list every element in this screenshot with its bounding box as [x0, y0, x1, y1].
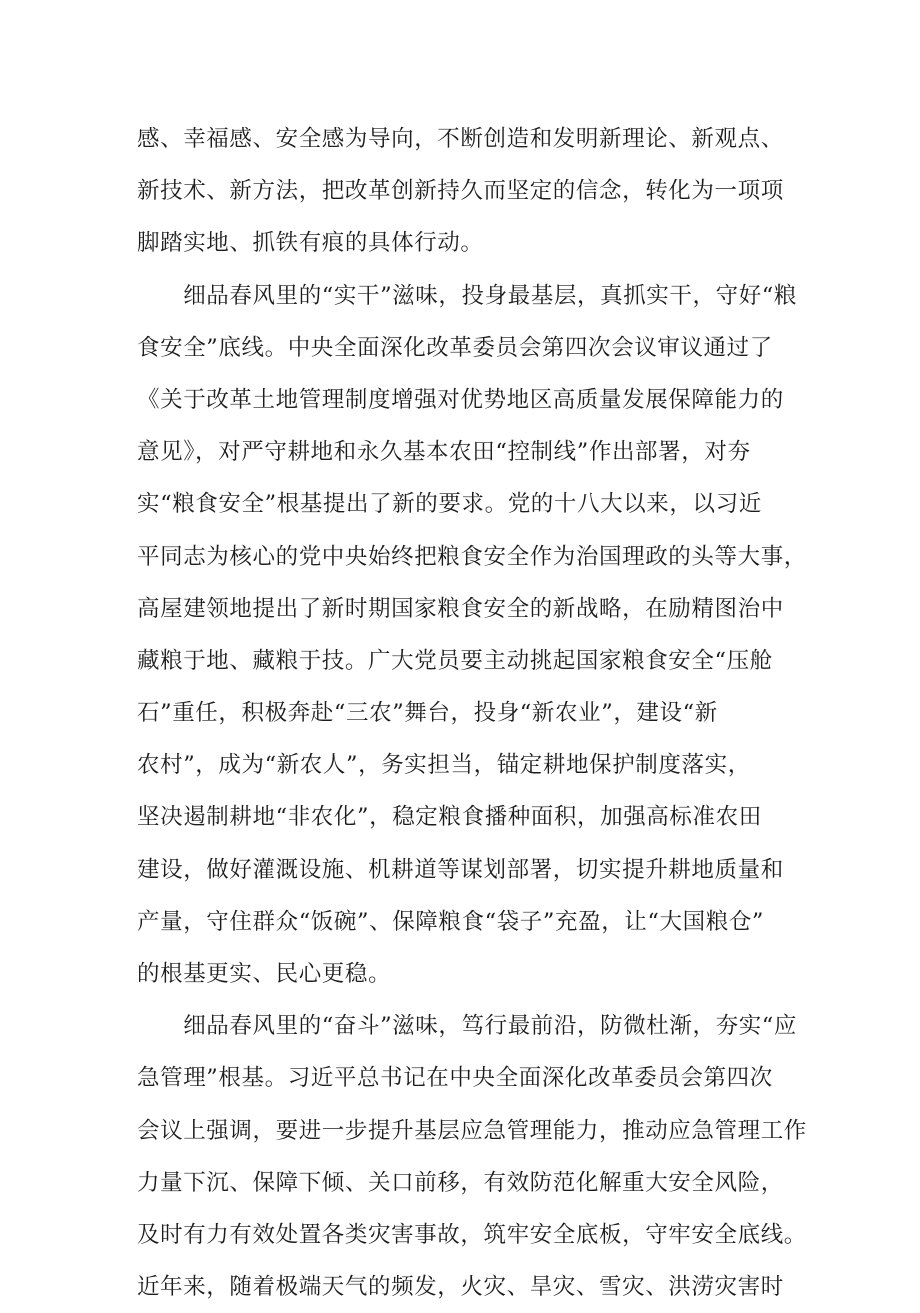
- paragraph-p2: [137, 270, 817, 1001]
- text-line: 的根基更实、民心更稳。: [137, 961, 392, 987]
- text-line: 产量，守住群众“饭碗”、保障粮食“袋子”充盈，让“大国粮仓”: [137, 908, 765, 935]
- body-text: [137, 113, 817, 1313]
- text-line: 食安全”底线。中央全面深化改革委员会第四次会议审议通过了: [137, 334, 773, 361]
- text-line: 石”重任，积极奔赴“三农”舞台，投身“新农业”，建设“新: [137, 700, 718, 727]
- text-line: 藏粮于地、藏粮于技。广大党员要主动挑起国家粮食安全“压舱: [137, 647, 773, 674]
- paragraph-p1: [137, 113, 817, 270]
- text-line: 脚踏实地、抓铁有痕的具体行动。: [137, 230, 484, 257]
- text-line: 急管理”根基。习近平总书记在中央全面深化改革委员会第四次: [137, 1065, 773, 1092]
- paragraph-p3: [137, 1000, 817, 1313]
- text-line: 及时有力有效处置各类灾害事故，筑牢安全底板，守牢安全底线。: [137, 1221, 807, 1248]
- text-line: 高屋建领地提出了新时期国家粮食安全的新战略，在励精图治中: [137, 595, 784, 622]
- text-line: 《关于改革土地管理制度增强对优势地区高质量发展保障能力的: [137, 386, 784, 413]
- text-line: 细品春风里的“奋斗”滋味，笃行最前沿，防微杜渐，夯实“应: [137, 1013, 798, 1040]
- text-line: 感、幸福感、安全感为导向，不断创造和发明新理论、新观点、: [137, 126, 784, 152]
- text-line: 细品春风里的“实干”滋味，投身最基层，真抓实干，守好“粮: [137, 282, 798, 309]
- text-line: 坚决遏制耕地“非农化”，稳定粮食播种面积，加强高标准农田: [137, 804, 762, 831]
- text-line: 意见》，对严守耕地和永久基本农田“控制线”作出部署，对夯: [137, 439, 751, 466]
- text-line: 新技术、新方法，把改革创新持久而坚定的信念，转化为一项项: [137, 178, 784, 205]
- text-line: 会议上强调，要进一步提升基层应急管理能力，推动应急管理工作: [137, 1117, 807, 1144]
- text-line: 平同志为核心的党中央始终把粮食安全作为治国理政的头等大事，: [137, 543, 807, 570]
- text-line: 力量下沉、保障下倾、关口前移，有效防范化解重大安全风险，: [137, 1169, 784, 1196]
- text-line: 建设，做好灌溉设施、机耕道等谋划部署，切实提升耕地质量和: [137, 856, 784, 883]
- text-line: 农村”，成为“新农人”，务实担当，锚定耕地保护制度落实，: [137, 752, 751, 779]
- text-line: 实“粮食安全”根基提出了新的要求。党的十八大以来，以习近: [137, 491, 762, 518]
- text-line: 近年来，随着极端天气的频发，火灾、旱灾、雪灾、洪涝灾害时: [137, 1274, 784, 1301]
